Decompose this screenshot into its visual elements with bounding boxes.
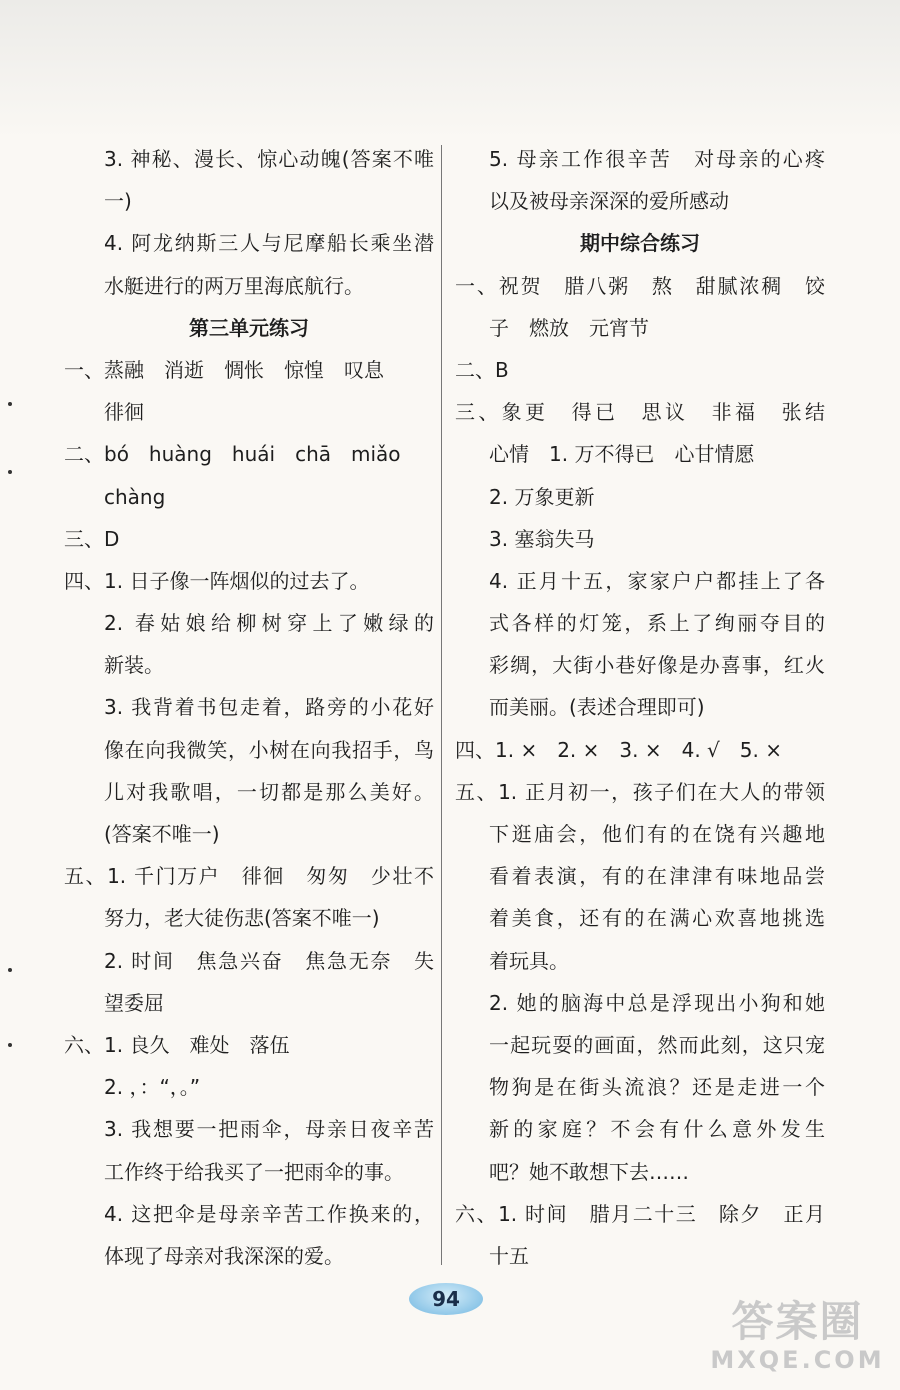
answer-line: 以及被母亲深深的爱所感动: [489, 189, 729, 214]
answer-line: 五、1. 正月初一，孩子们在大人的带领: [455, 779, 825, 804]
answer-line: 下逛庙会，他们有的在饶有兴趣地: [489, 822, 825, 846]
answer-line: 着美食，还有的在满心欢喜地挑选: [489, 906, 825, 931]
answer-line: 彩绸，大街小巷好像是办喜事，红火: [489, 653, 825, 678]
answer-line: 六、1. 良久 难处 落伍: [64, 1032, 290, 1057]
answer-line: 新的家庭？不会有什么意外发生: [489, 1117, 825, 1142]
page-number: 94: [432, 1287, 460, 1311]
left-answer-column: [64, 138, 434, 1277]
answer-line: 一起玩耍的画面，然而此刻，这只宠: [489, 1032, 825, 1057]
answer-line: 2. 时间 焦急兴奋 焦急无奈 失: [104, 948, 434, 973]
answer-line: 十五: [489, 1243, 529, 1268]
answer-line: 新装。: [104, 653, 164, 678]
scan-mark: [8, 402, 12, 406]
right-answer-column: [455, 138, 825, 1277]
answer-line: 3. 神秘、漫长、惊心动魄(答案不唯: [104, 147, 434, 171]
answer-line: 一、蒸融 消逝 惆怅 惊惶 叹息: [64, 357, 384, 382]
scan-mark: [8, 1043, 12, 1047]
watermark-logo: [705, 1299, 890, 1384]
answer-line: 3. 我背着书包走着，路旁的小花好: [104, 695, 434, 720]
answer-line: 努力，老大徒伤悲(答案不唯一): [104, 906, 380, 931]
answer-line: 子 燃放 元宵节: [489, 315, 649, 340]
answer-line: 徘徊: [104, 400, 144, 425]
answer-line: 2. 万象更新: [489, 484, 595, 509]
page-top-shade: [0, 0, 900, 140]
answer-line: 心情 1. 万不得已 心甘情愿: [489, 442, 755, 467]
page-number-badge: [409, 1283, 483, 1315]
answer-line: 2. ，：“，。”: [104, 1075, 201, 1100]
answer-line: 三、D: [64, 526, 120, 551]
answer-line: 望委屈: [104, 990, 164, 1015]
answer-line: 水艇进行的两万里海底航行。: [104, 273, 364, 298]
answer-line: 三、象更 得已 思议 非福 张结: [455, 400, 825, 425]
answer-line: 2. 春姑娘给柳树穿上了嫩绿的: [104, 611, 434, 636]
answer-line: 看着表演，有的在津津有味地品尝: [489, 864, 825, 889]
answer-line: 儿对我歌唱，一切都是那么美好。: [104, 779, 434, 804]
answer-line: 工作终于给我买了一把雨伞的事。: [104, 1159, 404, 1184]
watermark-url: MXQE.COM: [710, 1346, 885, 1374]
answer-line: 一、祝贺 腊八粥 熬 甜腻浓稠 饺: [455, 273, 825, 298]
answer-line: 而美丽。(表述合理即可): [489, 695, 705, 720]
section-heading: 第三单元练习: [189, 315, 309, 340]
scan-mark: [8, 968, 12, 972]
answer-line: 一): [104, 189, 132, 214]
answer-line: 着玩具。: [489, 948, 569, 973]
answer-line: 五、1. 千门万户 徘徊 匆匆 少壮不: [64, 864, 434, 889]
section-heading: 期中综合练习: [580, 231, 700, 256]
answer-line: 4. 这把伞是母亲辛苦工作换来的，: [104, 1201, 434, 1226]
answer-line: (答案不唯一): [104, 822, 220, 846]
answer-line: 3. 塞翁失马: [489, 526, 595, 551]
answer-line: 2. 她的脑海中总是浮现出小狗和她: [489, 990, 825, 1015]
answer-line: 体现了母亲对我深深的爱。: [104, 1243, 344, 1268]
answer-line: 物狗是在街头流浪？还是走进一个: [489, 1075, 825, 1100]
answer-line: 4. 正月十五，家家户户都挂上了各: [489, 568, 825, 593]
answer-line: 3. 我想要一把雨伞，母亲日夜辛苦: [104, 1117, 434, 1142]
answer-line: 四、1. × 2. × 3. × 4. √ 5. ×: [455, 737, 782, 762]
answer-line: 六、1. 时间 腊月二十三 除夕 正月: [455, 1201, 825, 1226]
column-divider: [441, 145, 442, 1265]
answer-line: 式各样的灯笼，系上了绚丽夺目的: [489, 611, 825, 636]
answer-line: 二、B: [455, 357, 509, 382]
watermark-title: 答案圈: [731, 1297, 864, 1346]
scan-mark: [8, 470, 12, 474]
answer-line: 吧？她不敢想下去……: [489, 1159, 689, 1184]
answer-line: 5. 母亲工作很辛苦 对母亲的心疼: [489, 147, 825, 171]
answer-line: 二、bó huàng huái chā miǎo: [64, 442, 401, 467]
answer-line: 四、1. 日子像一阵烟似的过去了。: [64, 568, 370, 593]
answer-line: 4. 阿龙纳斯三人与尼摩船长乘坐潜: [104, 231, 434, 256]
answer-line: chàng: [104, 484, 166, 509]
answer-line: 像在向我微笑，小树在向我招手，鸟: [104, 737, 434, 762]
